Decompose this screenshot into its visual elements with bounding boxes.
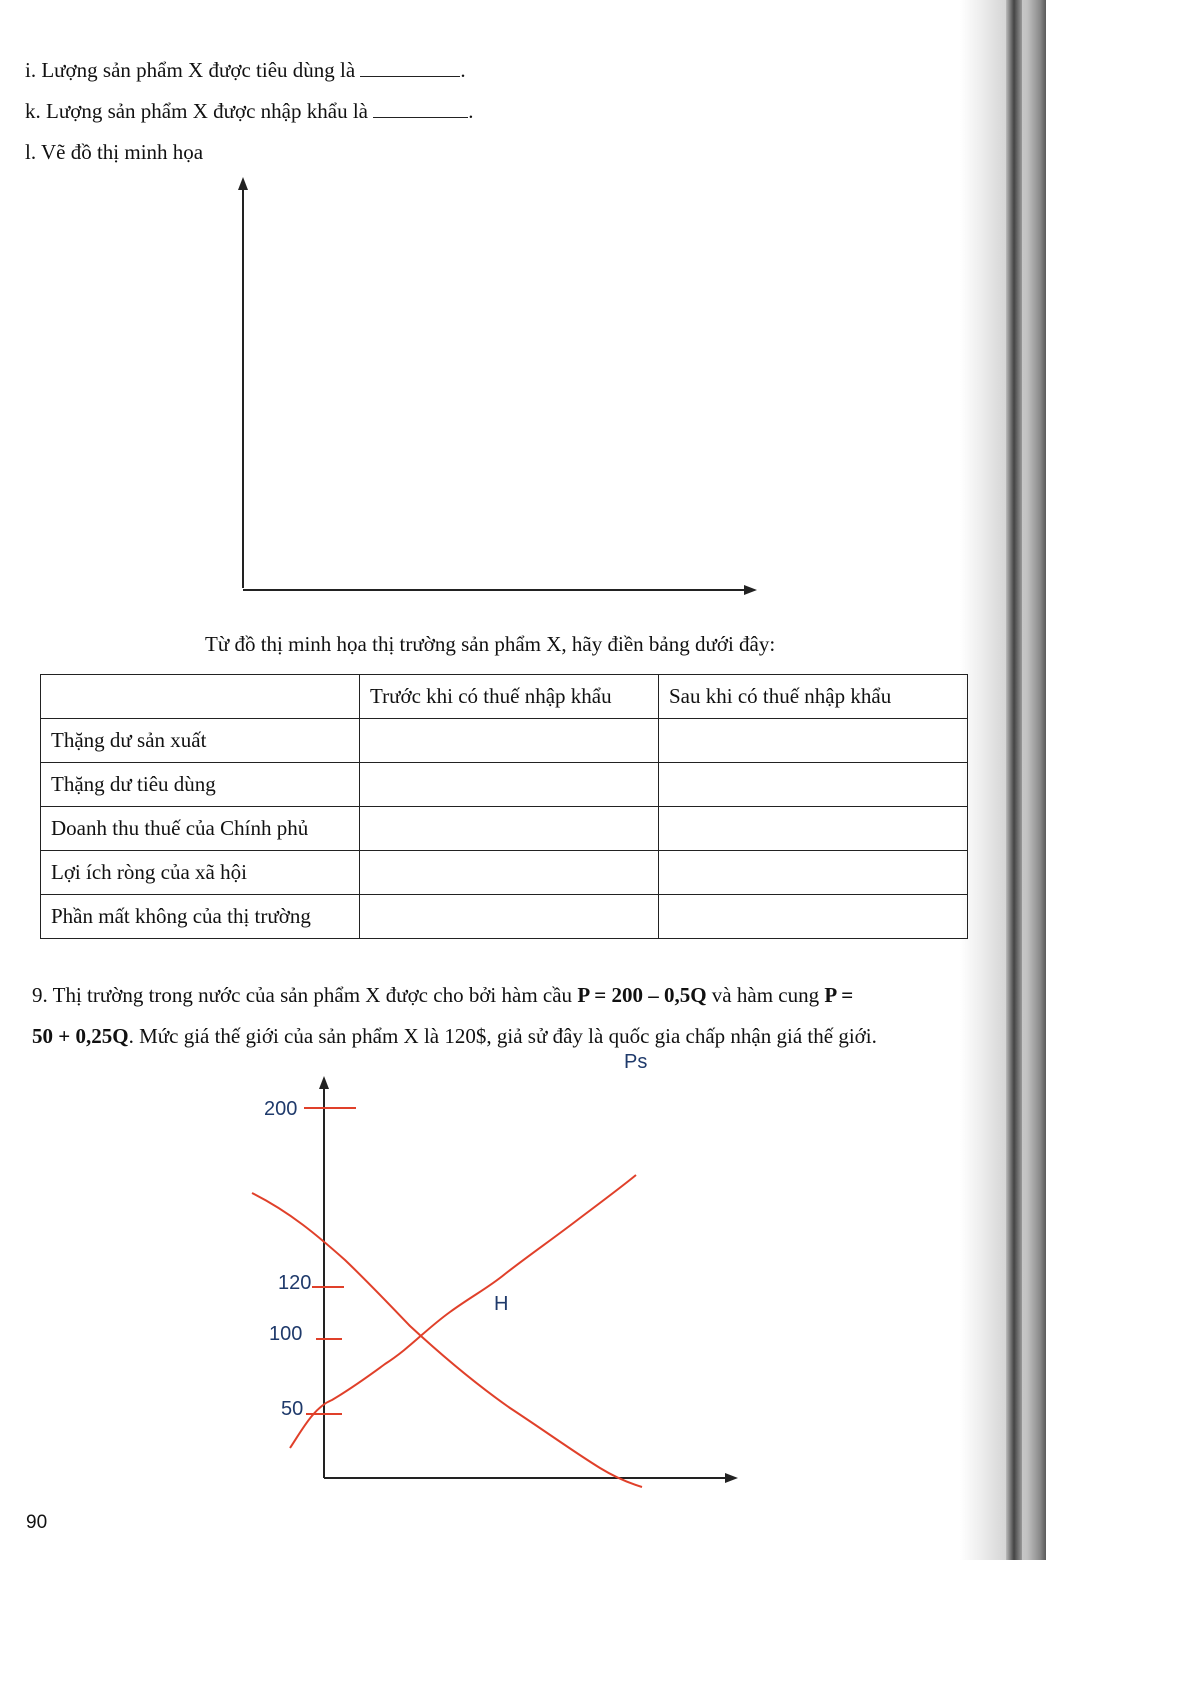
supply-function-end: 50 + 0,25Q bbox=[32, 1024, 129, 1048]
demand-function: P = 200 – 0,5Q bbox=[577, 983, 707, 1007]
question-k-suffix: . bbox=[468, 99, 474, 123]
table-intro: Từ đồ thị minh họa thị trường sản phẩm X, hãy điền bảng dưới đây: bbox=[205, 632, 776, 656]
question-i-suffix: . bbox=[460, 58, 466, 82]
question-i-text: i. Lượng sản phẩm X được tiêu dùng là bbox=[25, 58, 356, 82]
page-number: 90 bbox=[26, 1512, 48, 1533]
problem-9-text-3: . Mức giá thế giới của sản phẩm X là 120$, giả sử đây là quốc gia chấp nhận giá thế giới. bbox=[128, 1024, 877, 1048]
question-k-text: k. Lượng sản phẩm X được nhập khẩu là bbox=[25, 99, 368, 123]
row-label-producer-surplus: Thặng dư sản xuất bbox=[41, 719, 360, 763]
supply-function-start: P = bbox=[824, 983, 854, 1007]
y-axis-arrow-icon bbox=[238, 177, 248, 190]
question-l: l. Vẽ đồ thị minh họa bbox=[25, 140, 204, 164]
table-header-before-tax: Trước khi có thuế nhập khẩu bbox=[360, 675, 659, 719]
problem-9-text-1: . Thị trường trong nước của sản phẩm X được cho bởi hàm cầu bbox=[42, 983, 578, 1007]
y-tick-label-120: 120 bbox=[278, 1272, 312, 1294]
sketch-y-axis-arrow-icon bbox=[319, 1076, 329, 1089]
row-label-deadweight-loss: Phần mất không của thị trường bbox=[41, 895, 360, 939]
y-tick-label-200: 200 bbox=[264, 1098, 298, 1120]
supply-curve bbox=[290, 1175, 636, 1448]
row-label-consumer-surplus: Thặng dư tiêu dùng bbox=[41, 763, 360, 807]
row-label-tax-revenue: Doanh thu thuế của Chính phủ bbox=[41, 807, 360, 851]
problem-9-number: 9 bbox=[32, 983, 43, 1007]
y-tick-label-100: 100 bbox=[269, 1323, 303, 1345]
blank-axes bbox=[238, 177, 757, 595]
x-axis-arrow-icon bbox=[744, 585, 757, 595]
h-label: H bbox=[494, 1293, 509, 1315]
y-tick-label-50: 50 bbox=[281, 1398, 304, 1420]
y-tick-marks bbox=[304, 1108, 356, 1414]
problem-9-text-2: và hàm cung bbox=[706, 983, 825, 1007]
ps-label: Ps bbox=[624, 1051, 648, 1073]
supply-demand-sketch bbox=[252, 1051, 738, 1487]
demand-curve bbox=[252, 1193, 642, 1487]
table-header-after-tax: Sau khi có thuế nhập khẩu bbox=[659, 675, 968, 719]
row-label-net-social-benefit: Lợi ích ròng của xã hội bbox=[41, 851, 360, 895]
sketch-x-axis-arrow-icon bbox=[725, 1473, 738, 1483]
